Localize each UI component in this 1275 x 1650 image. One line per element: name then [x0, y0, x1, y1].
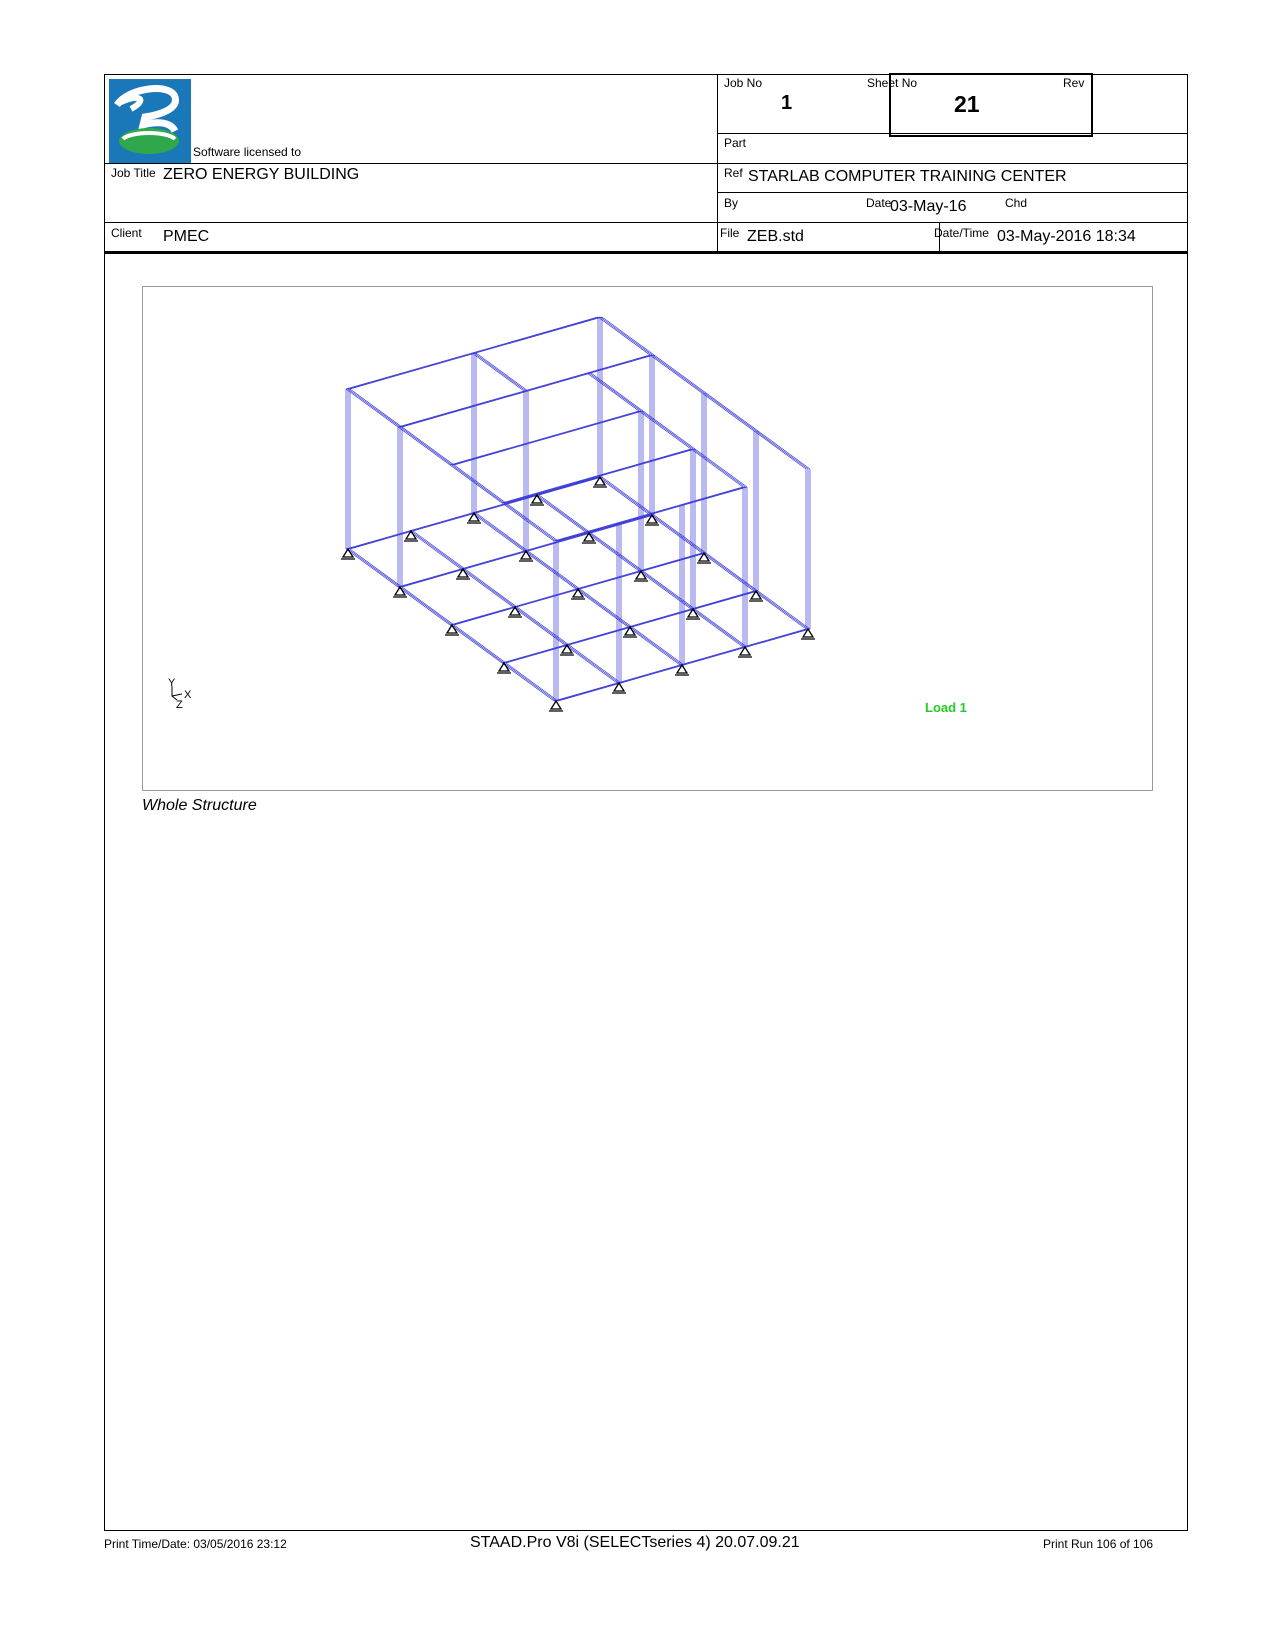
structure-drawing — [143, 287, 1153, 791]
client-value: PMEC — [163, 228, 210, 245]
roof-beam — [591, 373, 747, 487]
date-label: Date — [866, 196, 892, 210]
load-label: Load 1 — [925, 700, 967, 715]
file-label: File — [720, 226, 740, 240]
axis-z-label: Z — [176, 699, 183, 711]
support-icon — [549, 701, 563, 711]
print-run: Print Run 106 of 106 — [1043, 1537, 1154, 1551]
roof-beam — [558, 487, 747, 541]
software-version: STAAD.Pro V8i (SELECTseries 4) 20.07.09.21 — [470, 1534, 800, 1551]
datetime-label: Date/Time — [934, 226, 989, 240]
part-label: Part — [724, 136, 747, 150]
roof-beam — [506, 449, 695, 503]
roof-beam — [474, 353, 526, 391]
sheet-no-label: Sheet No — [867, 76, 918, 90]
bentley-logo-icon — [109, 79, 191, 163]
chd-label: Chd — [1005, 196, 1028, 210]
roof-beam — [556, 487, 745, 541]
report-frame — [104, 74, 1188, 1531]
job-no-label: Job No — [724, 76, 763, 90]
job-title-label: Job Title — [111, 166, 156, 180]
roof-beam — [502, 449, 691, 503]
axis-x-label: X — [184, 689, 192, 701]
title-block — [105, 75, 1187, 265]
structure-view — [142, 286, 1153, 791]
rule — [105, 163, 1187, 164]
roof-beam — [589, 373, 745, 487]
client-label: Client — [111, 226, 142, 240]
rule — [717, 75, 718, 253]
rule — [105, 222, 1187, 223]
rev-label: Rev — [1063, 76, 1085, 90]
ref-label: Ref — [724, 166, 743, 180]
rule — [105, 251, 1187, 254]
file-value: ZEB.std — [747, 228, 804, 245]
roof-beam — [504, 449, 693, 503]
datetime-value: 03-May-2016 18:34 — [997, 228, 1136, 245]
view-caption: Whole Structure — [142, 797, 257, 814]
ref-value: STARLAB COMPUTER TRAINING CENTER — [748, 168, 1067, 185]
date-value: 03-May-16 — [890, 198, 967, 215]
roof-beam — [476, 353, 528, 391]
roof-beam — [472, 353, 524, 391]
sheet-no-value: 21 — [954, 91, 980, 117]
by-label: By — [724, 196, 739, 210]
print-time: Print Time/Date: 03/05/2016 23:12 — [104, 1537, 287, 1551]
job-title-value: ZERO ENERGY BUILDING — [163, 166, 360, 183]
licensed-label: Software licensed to — [193, 145, 302, 159]
rule — [718, 192, 1187, 193]
axis-triad-icon — [169, 685, 185, 701]
axis-y-label: Y — [168, 677, 176, 689]
roof-beam — [454, 411, 643, 465]
roof-beam — [554, 487, 743, 541]
roof-beam — [452, 411, 641, 465]
roof-beam — [587, 373, 743, 487]
job-no-value: 1 — [781, 92, 793, 114]
roof-beam — [450, 411, 639, 465]
